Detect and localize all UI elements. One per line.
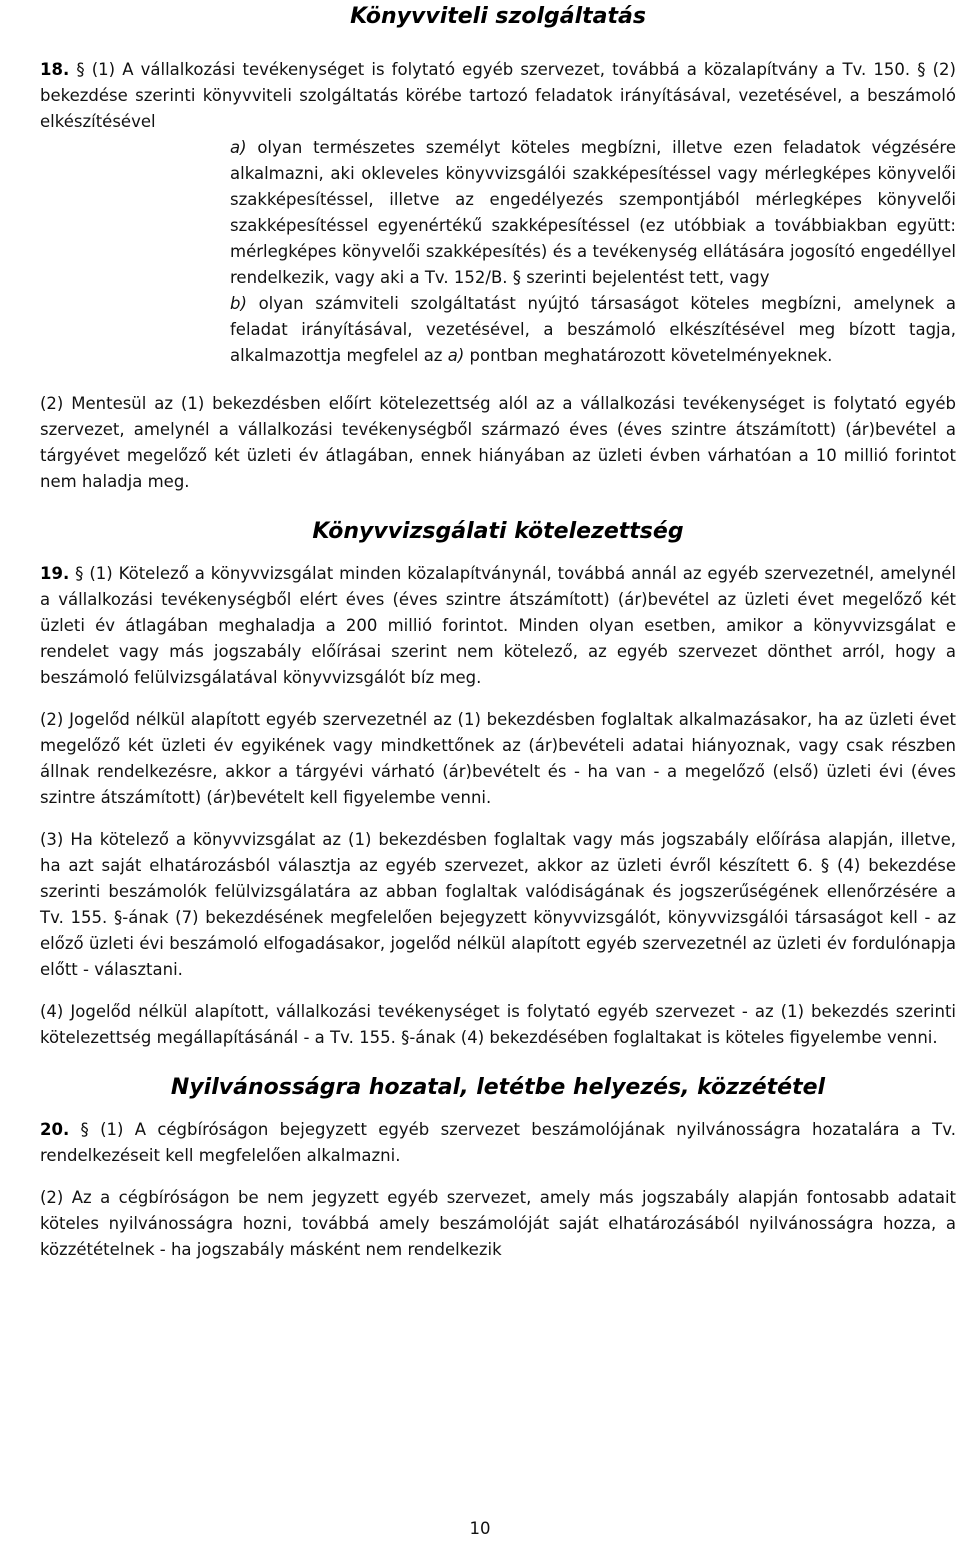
section-sign: § (80, 1120, 89, 1139)
item-reference: a) (447, 346, 465, 365)
paragraph-text: (4) Jogelőd nélkül alapított, vállalkozási tevékenységet is folytató egyéb szervezet - az (1) bekezdés szerinti kötelezettség megállapításánál - a Tv. 155. (40, 1002, 956, 1047)
section-sign: § (76, 60, 85, 79)
item-label: b) (230, 294, 247, 313)
paragraph-text: -ának (4) bekezdésében foglaltakat is köteles figyelembe venni. (409, 1028, 938, 1047)
section-sign: § (401, 1028, 410, 1047)
document-page (40, 0, 956, 1279)
paragraph-text: (1) A cégbíróságon bejegyzett egyéb szervezet beszámolójának nyilvánosságra hozatalára a Tv. rendelkezéseit kell megfelelően alkalmazni. (40, 1120, 956, 1165)
section-19-para-2: (2) Jogelőd nélkül alapított egyéb szervezetnél az (1) bekezdésben foglaltak alkalmazásakor, ha az üzleti évet megelőző két üzleti év egyikének vagy mindkettőnek az (ár)bevételi adatai hiányoznak, vagy csak részben állnak rendelkezésre, akkor a tárgyévi várható (ár)bevételt és - ha van - a megelőző (első) üzleti évi (éves szintre átszámított) (ár)bevételt kell figyelembe venni. (40, 710, 956, 807)
paragraph-text: (4) bekezdése szerinti beszámolók felülvizsgálatára az abban foglaltak valódiságának és jogszerűségének ellenőrzésére a Tv. 155. (40, 856, 956, 927)
section-19-para-3 (40, 827, 956, 983)
section-20-para-1 (40, 1117, 956, 1169)
item-a (230, 135, 956, 291)
section-sign: § (75, 564, 84, 583)
section-19 (40, 561, 956, 1051)
section-19-para-4 (40, 999, 956, 1051)
section-20 (40, 1117, 956, 1263)
page-number: 10 (469, 1519, 491, 1538)
item-label: a) (230, 138, 247, 157)
section-sign: § (917, 60, 926, 79)
section-18-para-2: (2) Mentesül az (1) bekezdésben előírt kötelezettség alól az a vállalkozási tevékenységet is folytató egyéb szervezet, amelynél a vállalkozási tevékenységből származó éves (éves szintre átszámított) (ár)bevétel a tárgyévet megelőző két üzleti év átlagában, ennek hiányában az üzleti évben várhatóan a 10 millió forintot nem haladja meg. (40, 394, 956, 491)
item-text: pontban meghatározott követelményeknek. (469, 346, 833, 365)
heading-konyvvizsgalati-kotelezettseg: Könyvvizsgálati kötelezettség (312, 519, 684, 544)
paragraph-text: (2) bekezdése szerinti könyvviteli szolgáltatás körébe tartozó feladatok irányításával, vezetésével, a beszámoló elkészítésével (40, 60, 956, 131)
section-number: 20. (40, 1120, 70, 1139)
heading-konyvviteli-szolgaltatas: Könyvviteli szolgáltatás (350, 4, 646, 29)
item-b (230, 291, 956, 369)
section-number: 19. (40, 564, 70, 583)
paragraph-text: (1) Kötelező a könyvvizsgálat minden közalapítványnál, továbbá annál az egyéb szervezetnél, amelynél a vállalkozási tevékenységből elért éves (éves szintre átszámított) (ár)bevétel az üzleti évet megelőző két üzleti év átlagában meghaladja a 200 millió forintot. Minden olyan esetben, amikor a könyvvizsgálat e rendelet vagy más jogszabály előírásai szerint nem kötelező, az egyéb szervezet dönthet arról, hogy a beszámoló felülvizsgálatával könyvvizsgálót bíz meg. (40, 564, 956, 687)
item-text: olyan természetes személyt köteles megbízni, illetve ezen feladatok végzésére alkalmazni, aki okleveles könyvvizsgálói szakképesítéssel vagy mérlegképes könyvelői szakképesítéssel, illetve az engedélyezés szempontjából mérlegképes könyvelői szakképesítéssel egyenértékű szakképesítéssel (ez utóbbiak a továbbiakban együtt: mérlegképes könyvelői szakképesítés) és a tevékenység ellátására jogosító engedéllyel rendelkezik, vagy aki a Tv. 152/B. (230, 138, 956, 287)
paragraph-text: -ának (7) bekezdésének megfelelően bejegyzett könyvvizsgálót, könyvvizsgálói társaságot kell - az előző üzleti évi beszámoló elfogadásakor, jogelőd nélkül alapított egyéb szervezetnél az üzleti év fordulónapja előtt - választani. (40, 908, 957, 979)
section-sign: § (114, 908, 123, 927)
section-19-para-1 (40, 561, 956, 691)
item-text: szerinti bejelentést tett, vagy (526, 268, 770, 287)
section-18-intro (40, 57, 956, 135)
paragraph-text: (3) Ha kötelező a könyvvizsgálat az (1) bekezdésben foglaltak vagy más jogszabály előírása alapján, illetve, ha azt saját elhatározásból választja az egyéb szervezet, akkor az üzleti évről készített 6. (40, 830, 956, 875)
section-sign: § (512, 268, 522, 287)
section-18 (40, 57, 956, 495)
section-20-para-2: (2) Az a cégbíróságon be nem jegyzett egyéb szervezet, amely más jogszabály alapján fontosabb adatait köteles nyilvánosságra hozni, továbbá amely beszámolóját saját elhatározásából nyilvánosságra hozza, a közzétételnek - ha jogszabály másként nem rendelkezik (40, 1188, 956, 1259)
section-sign: § (820, 856, 830, 875)
paragraph-text: (1) A vállalkozási tevékenységet is folytató egyéb szervezet, továbbá a közalapítvány a Tv. 150. (91, 60, 911, 79)
heading-nyilvanossagra-hozatal: Nyilvánosságra hozatal, letétbe helyezés, közzététel (170, 1075, 826, 1100)
section-number: 18. (40, 60, 70, 79)
item-text: olyan számviteli szolgáltatást nyújtó társaságot köteles megbízni, amelynek a feladat irányításával, vezetésével, a beszámoló elkészítésével meg bízott tagja, alkalmazottja megfelel az (230, 294, 956, 365)
